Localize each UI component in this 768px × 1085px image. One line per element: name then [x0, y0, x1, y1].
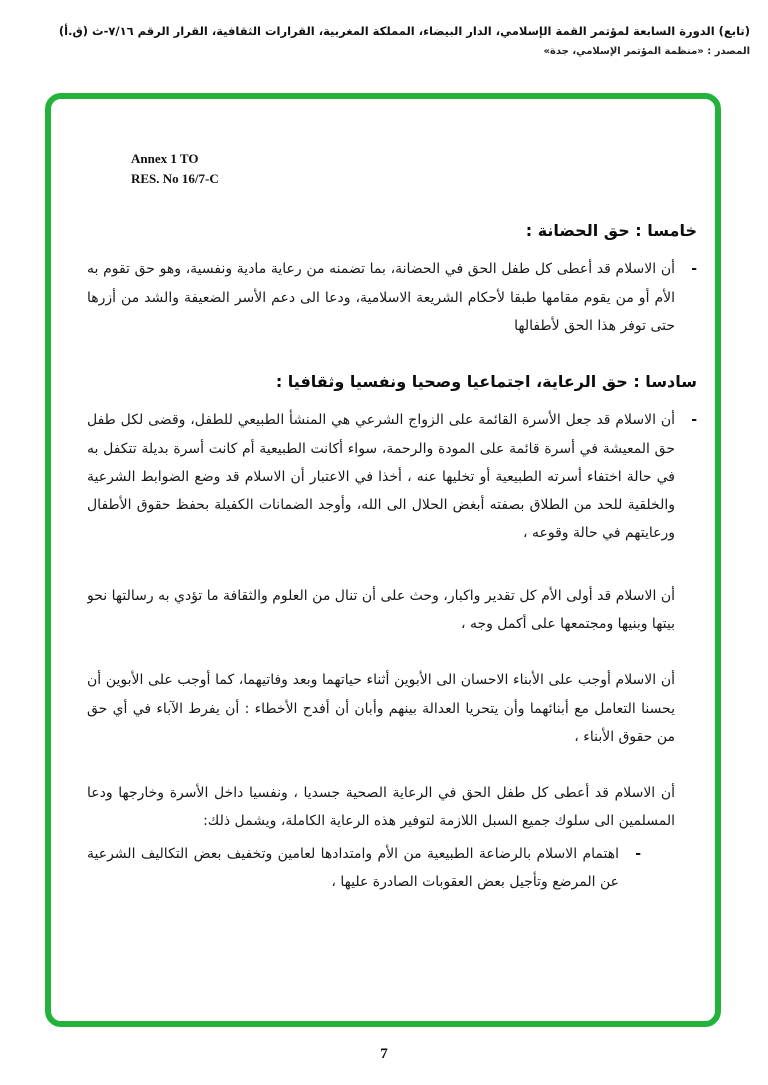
paragraph-custody: [87, 255, 697, 340]
section-heading-care-right: سادسا : حق الرعاية، اجتماعيا وصحيا ونفسيا وثقافيا :: [275, 372, 697, 392]
dash-marker: [675, 666, 697, 751]
document-header: [16, 24, 750, 57]
paragraph-health-care: [87, 779, 697, 836]
paragraph-text: أن الاسلام قد أعطى كل طفل الحق في الحضانة، بما تضمنه من رعاية مادية ونفسية، وهو حق تقوم به الأم أو من يقوم مقامها طبقا لأحكام الشريعة الاسلامية، ودعا الى دعم الأسر الضعيفة والشد من أزرها حتى توفر هذا الحق لأطفالها: [87, 261, 675, 334]
section-heading-custody-right: خامسا : حق الحضانة :: [525, 221, 697, 240]
dash-marker: [675, 582, 697, 639]
paragraph-text: أن الاسلام أوجب على الأبناء الاحسان الى الأبوين أثناء حياتهما وبعد وفاتيهما، كما أوجب على الأبوين أن يحسنا التعامل مع أبنائهما وأن يتحريا العدالة بينهم وأبان أن أفدح الأخطاء : أن يفرط الآباء في أي حق من حقوق الأبناء ،: [87, 672, 675, 745]
paragraph-parents-children: [87, 666, 697, 751]
annex-line2: RES. No 16/7-C: [131, 171, 219, 187]
dash-marker: [675, 779, 697, 836]
header-source-line: المصدر : «منظمة المؤتمر الإسلامي، جدة»: [543, 46, 750, 57]
header-resolution-title: (تابع) الدورة السابعة لمؤتمر القمة الإسلامي، الدار البيضاء، المملكة المغربية، القرارات الثقافية، القرار الرقم ٧/١٦-ث (ق.أ): [58, 24, 750, 38]
paragraph-mother-esteem: [87, 582, 697, 639]
highlight-border-box: [45, 93, 721, 1027]
subparagraph-breastfeeding: [87, 840, 697, 897]
annex-line1: Annex 1 TO: [131, 151, 199, 166]
paragraph-text: أن الاسلام قد أولى الأم كل تقدير واكبار، وحث على أن تنال من العلوم والثقافة ما تؤدي به رسالتها نحو بيتها وبنيها ومجتمعها على أكمل وجه ،: [87, 587, 675, 633]
page-number: 7: [380, 1046, 388, 1062]
paragraph-text: اهتمام الاسلام بالرضاعة الطبيعية من الأم وامتدادها لعامين وتخفيف بعض التكاليف الشرعية عن المرضع وتأجيل بعض العقوبات الصادرة عليها ،: [87, 845, 619, 890]
page-footer: [0, 1043, 768, 1063]
document-body: [87, 215, 697, 1011]
dash-marker: -: [635, 845, 641, 862]
paragraph-text: أن الاسلام قد أعطى كل طفل الحق في الرعاية الصحية جسديا ، ونفسيا داخل الأسرة وخارجها ودعا المسلمين الى سلوك جميع السبل اللازمة لتوفير هذه الرعاية الكاملة، ويشمل ذلك:: [87, 785, 675, 830]
dash-marker: -: [691, 412, 697, 429]
annex-reference: [131, 149, 219, 189]
dash-marker: -: [691, 261, 697, 278]
paragraph-family-origin: [87, 406, 697, 547]
paragraph-text: أن الاسلام قد جعل الأسرة القائمة على الزواج الشرعي هي المنشأ الطبيعي للطفل، وقضى لكل طفل حق المعيشة في أسرة قائمة على المودة والرحمة، سواء أكانت الطبيعية أم كانت أسرة بديلة تتكفل به في حالة اختفاء أسرته الطبيعية أو تخليها عنه ، أخذا في الاعتبار أن الاسلام قد وضع الضوابط الشرعية والخلقية للحد من الطلاق بصفته أبغض الحلال الى الله، وأوجد الضمانات الكفيلة بحفظ حقوق الأطفال ورعايتهم في حالة وقوعه ،: [87, 412, 675, 542]
